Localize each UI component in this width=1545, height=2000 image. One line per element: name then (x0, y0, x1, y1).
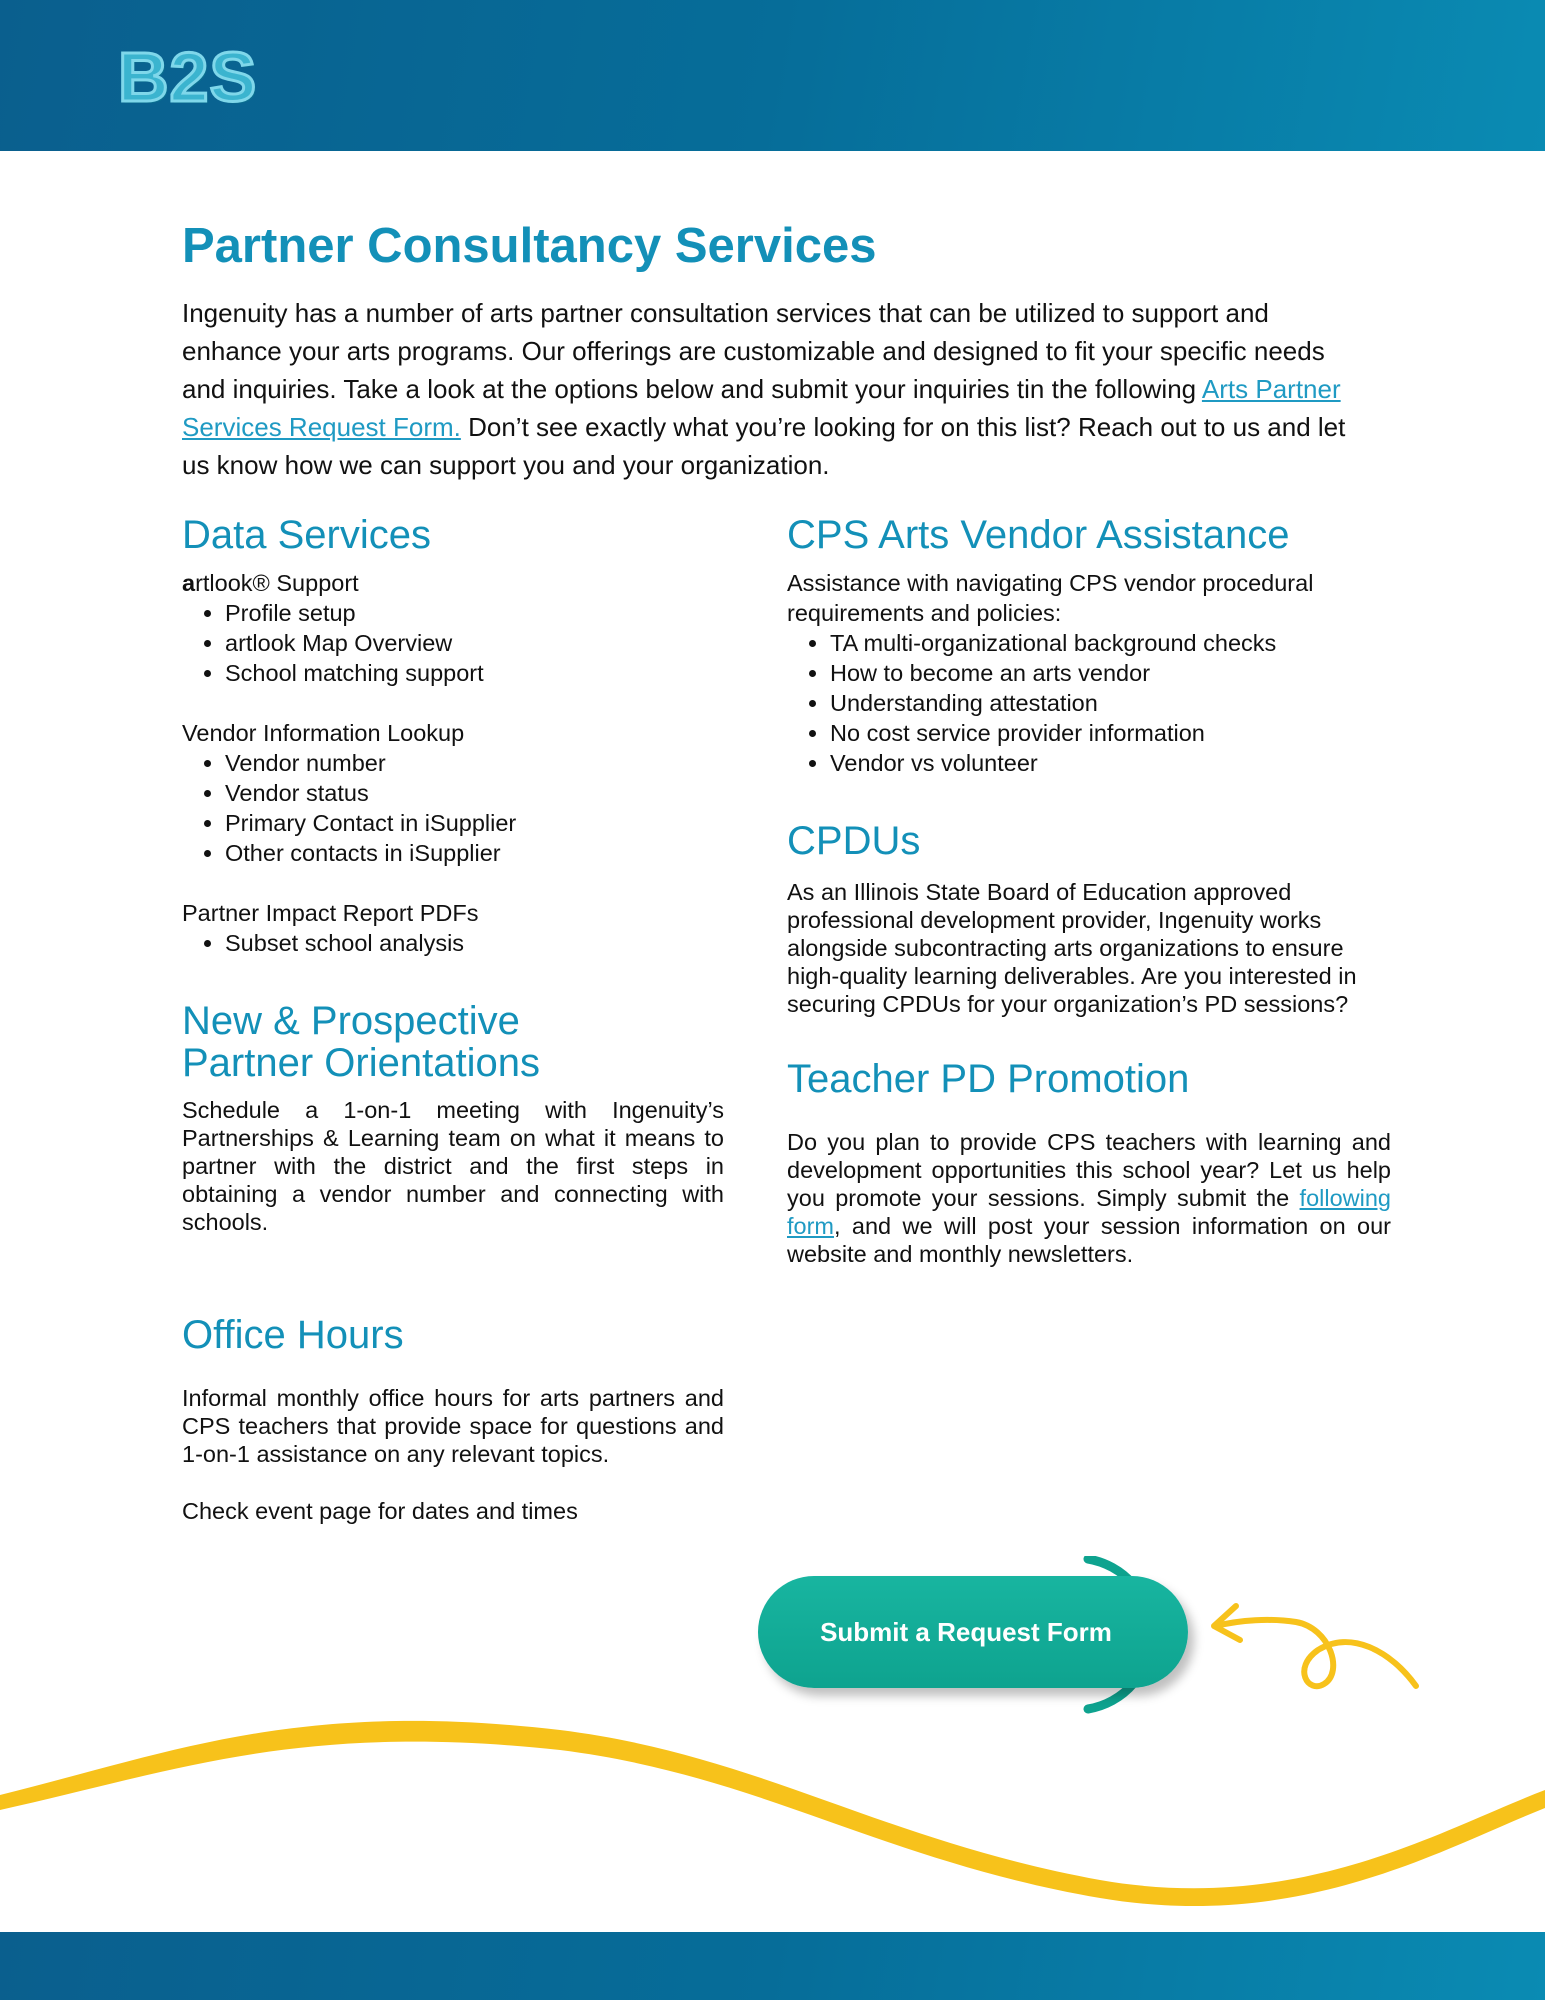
curly-arrow-icon (1200, 1590, 1430, 1700)
cpdus-section (787, 820, 1391, 1018)
right-column (787, 514, 1391, 1268)
list-item: • Primary Contact in iSupplier (225, 808, 724, 838)
artlook-label-bold: a (182, 570, 196, 596)
list-item: • Vendor number (225, 748, 724, 778)
list-item: • TA multi-organizational background checks (830, 628, 1391, 658)
office-hours-note: Check event page for dates and times (182, 1498, 578, 1524)
cpdus-body: As an Illinois State Board of Education approved professional development provider, Ingenuity works alongside subcontracting arts organizations to ensure high-quality learning deliverables. Are you interested in securing CPDUs for your organization’s PD sessions? (787, 879, 1357, 1017)
cpdus-heading: CPDUs (787, 819, 921, 863)
page-title: Partner Consultancy Services (182, 219, 877, 273)
orientations-heading-line2: Partner Orientations (182, 1041, 540, 1085)
teacher-pd-text-after: , and we will post your session information on our website and monthly newsletters. (787, 1213, 1391, 1267)
yellow-wave-decoration (0, 1700, 1545, 1940)
artlook-support-label (182, 568, 724, 598)
teacher-pd-section (787, 1058, 1391, 1268)
list-item: • School matching support (225, 658, 724, 688)
office-hours-heading: Office Hours (182, 1313, 404, 1357)
list-item: • Subset school analysis (225, 928, 724, 958)
impact-report-label: Partner Impact Report PDFs (182, 900, 479, 926)
submit-request-form-button[interactable]: Submit a Request Form (758, 1576, 1188, 1688)
vendor-lookup-label: Vendor Information Lookup (182, 720, 465, 746)
orientations-heading-line1: New & Prospective (182, 999, 520, 1043)
office-hours-body: Informal monthly office hours for arts partners and CPS teachers that provide space for questions and 1-on-1 assistance on any relevant topics. (182, 1385, 724, 1467)
list-item: • Other contacts in iSupplier (225, 838, 724, 868)
impact-report-list (182, 928, 724, 958)
vendor-assistance-section (787, 514, 1391, 778)
list-item: • No cost service provider information (830, 718, 1391, 748)
intro-text-after: Don’t see exactly what you’re looking for on this list? Reach out to us and let us know how we can support you and your organization. (182, 412, 1346, 480)
intro-paragraph (182, 294, 1352, 484)
header-banner (0, 0, 1545, 151)
vendor-lookup-list (182, 748, 724, 868)
list-item: • artlook Map Overview (225, 628, 724, 658)
list-item: • Understanding attestation (830, 688, 1391, 718)
data-services-heading: Data Services (182, 513, 431, 557)
orientations-body: Schedule a 1-on-1 meeting with Ingenuity’s Partnerships & Learning team on what it means to partner with the district and the first steps in obtaining a vendor number and connecting with schools. (182, 1097, 724, 1235)
teacher-pd-text-before: Do you plan to provide CPS teachers with learning and development opportunities this school year? Let us help you promote your sessions. Simply submit the (787, 1129, 1391, 1211)
list-item: • Vendor status (225, 778, 724, 808)
request-form-link[interactable]: Arts Partner Services Request Form. (182, 374, 1341, 442)
left-column (182, 514, 724, 1526)
artlook-label-rest: rtlook® Support (195, 570, 359, 596)
office-hours-section (182, 1314, 724, 1526)
intro-text-before: Ingenuity has a number of arts partner consultation services that can be utilized to support and enhance your arts programs. Our offerings are customizable and designed to fit your specific needs and inquiries. Take a look at the options below and submit your inquiries tin the following (182, 298, 1325, 404)
orientations-heading (182, 1000, 724, 1084)
list-item: • How to become an arts vendor (830, 658, 1391, 688)
teacher-pd-heading: Teacher PD Promotion (787, 1057, 1190, 1101)
vendor-assistance-intro: Assistance with navigating CPS vendor procedural requirements and policies: (787, 570, 1314, 626)
vendor-assistance-list (787, 628, 1391, 778)
following-form-link[interactable]: following form (787, 1185, 1391, 1239)
data-services-section (182, 514, 724, 958)
vendor-assistance-heading: CPS Arts Vendor Assistance (787, 513, 1290, 557)
orientations-section (182, 1000, 724, 1236)
artlook-support-list (182, 598, 724, 688)
teacher-pd-body (787, 1128, 1391, 1268)
list-item: • Vendor vs volunteer (830, 748, 1391, 778)
list-item: • Profile setup (225, 598, 724, 628)
footer-banner (0, 1932, 1545, 2000)
b2s-logo[interactable]: B2S (118, 38, 258, 116)
